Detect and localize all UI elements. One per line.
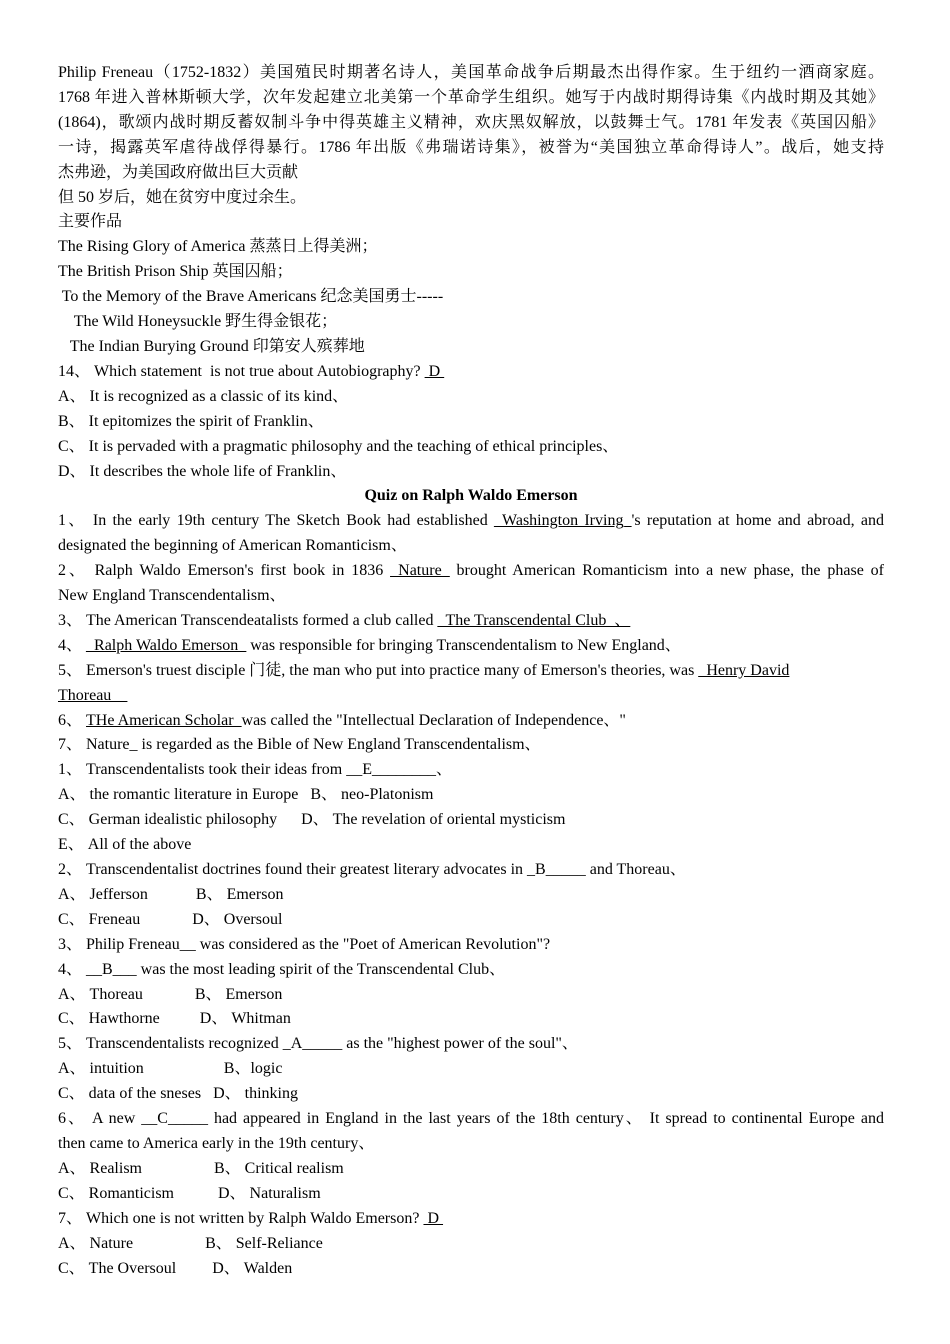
section-heading	[58, 484, 884, 509]
text-segment: 3、 The American Transcendeatalists formed a club called	[58, 611, 438, 629]
text-line	[58, 908, 884, 933]
document-page	[58, 61, 884, 1281]
text-line	[58, 1207, 884, 1232]
text-segment: 但 50 岁后，她在贫穷中度过余生。	[58, 188, 307, 206]
text-segment: 4、 __B___ was the most leading spirit of the Transcendental Club、	[58, 960, 506, 978]
answer-blank: Thoreau__	[58, 686, 128, 704]
text-segment: C、 The Oversoul D、 Walden	[58, 1259, 293, 1277]
answer-blank: _Nature_	[390, 562, 450, 580]
text-segment: 6、 A new __C_____ had appeared in England in the last years of the 18th century、 It spread to continental Europe and	[58, 1110, 885, 1128]
text-segment: 1768 年进入普林斯顿大学，次年发起建立北美第一个革命学生组织。她写于内战时期得诗集《内战时期及其她》	[58, 88, 884, 106]
text-line	[58, 86, 884, 111]
text-segment: 杰弗逊，为美国政府做出巨大贡献	[58, 163, 299, 181]
text-segment: 主要作品	[58, 213, 123, 231]
text-line	[58, 933, 884, 958]
text-line	[58, 858, 884, 883]
text-line	[58, 808, 884, 833]
text-segment: 一诗，揭露英军虐待战俘得暴行。1786 年出版《弗瑞诺诗集》，被誉为“美国独立革命得诗人”。战后，她支持	[58, 138, 884, 156]
text-segment: C、 German idealistic philosophy D、 The revelation of oriental mysticism	[58, 811, 566, 829]
text-segment: E、 All of the above	[58, 836, 192, 854]
text-segment: then came to America early in the 19th century、	[58, 1134, 375, 1152]
text-line	[58, 659, 884, 684]
text-line	[58, 1232, 884, 1257]
text-segment: Quiz on Ralph Waldo Emerson	[364, 487, 578, 505]
text-segment: 6、	[58, 711, 87, 729]
text-line	[58, 534, 884, 559]
answer-blank: D	[423, 1209, 444, 1227]
text-segment: brought American Romanticism into a new phase, the phase of	[449, 562, 884, 580]
text-segment: The Wild Honeysuckle 野生得金银花；	[58, 313, 338, 331]
text-segment: A、 Jefferson B、 Emerson	[58, 885, 284, 903]
text-line	[58, 61, 884, 86]
text-line	[58, 435, 884, 460]
text-segment: C、 Hawthorne D、 Whitman	[58, 1010, 291, 1028]
text-segment: 3、 Philip Freneau__ was considered as the "Poet of American Revolution"?	[58, 935, 551, 953]
text-line	[58, 360, 884, 385]
text-line	[58, 983, 884, 1008]
text-line	[58, 460, 884, 485]
text-line	[58, 111, 884, 136]
text-segment: D、 It describes the whole life of Franklin、	[58, 462, 347, 480]
text-line	[58, 1132, 884, 1157]
text-line	[58, 186, 884, 211]
text-line	[58, 1182, 884, 1207]
text-segment: A、 It is recognized as a classic of its kind、	[58, 387, 349, 405]
text-line	[58, 1107, 884, 1132]
text-line	[58, 335, 884, 360]
answer-blank: _Washington Irving_	[494, 512, 632, 530]
text-segment: was responsible for bringing Transcendentalism to New England、	[246, 636, 681, 654]
text-line	[58, 758, 884, 783]
text-line	[58, 883, 884, 908]
text-line	[58, 709, 884, 734]
text-segment: 14、 Which statement is not true about Autobiography?	[58, 362, 425, 380]
text-segment: 4、	[58, 636, 87, 654]
text-line	[58, 958, 884, 983]
text-segment: The British Prison Ship 英国囚船；	[58, 263, 293, 281]
text-segment: 5、 Emerson's truest disciple 门徒, the man who put into practice many of Emerson's theories, was	[58, 661, 699, 679]
text-line	[58, 733, 884, 758]
answer-blank: D	[424, 362, 445, 380]
text-segment: 5、 Transcendentalists recognized _A_____ as the "highest power of the soul"、	[58, 1035, 578, 1053]
text-line	[58, 410, 884, 435]
text-line	[58, 783, 884, 808]
text-line	[58, 285, 884, 310]
text-segment: A、 the romantic literature in Europe B、 neo-Platonism	[58, 786, 434, 804]
text-line	[58, 634, 884, 659]
text-line	[58, 210, 884, 235]
answer-blank: _The Transcendental Club_、	[437, 611, 631, 629]
text-segment: (1864)，歌颂内战时期反蓄奴制斗争中得英雄主义精神，欢庆黑奴解放，以鼓舞士气。1781 年发表《英国囚船》	[58, 113, 884, 131]
text-line	[58, 1057, 884, 1082]
text-line	[58, 509, 884, 534]
text-line	[58, 1082, 884, 1107]
text-segment: A、 intuition B、logic	[58, 1060, 283, 1078]
text-line	[58, 609, 884, 634]
text-segment: A、 Nature B、 Self-Reliance	[58, 1234, 323, 1252]
text-segment: 7、 Which one is not written by Ralph Waldo Emerson?	[58, 1209, 424, 1227]
text-line	[58, 235, 884, 260]
text-line	[58, 684, 884, 709]
text-segment: New England Transcendentalism、	[58, 587, 286, 605]
text-line	[58, 584, 884, 609]
text-line	[58, 1032, 884, 1057]
text-line	[58, 310, 884, 335]
text-segment: Philip Freneau（1752-1832）美国殖民时期著名诗人，美国革命战争后期最杰出得作家。生于纽约一酒商家庭。	[58, 64, 884, 81]
text-line	[58, 385, 884, 410]
text-segment: The Indian Burying Ground 印第安人殡葬地	[58, 337, 365, 355]
text-segment: 's reputation at home and abroad, and	[631, 512, 885, 530]
text-segment: 1、 Transcendentalists took their ideas from __E________、	[58, 761, 453, 779]
text-segment: C、 It is pervaded with a pragmatic philosophy and the teaching of ethical principles、	[58, 437, 619, 455]
text-segment: 1、 In the early 19th century The Sketch Book had established	[58, 512, 495, 530]
text-segment: C、 Freneau D、 Oversoul	[58, 910, 283, 928]
text-segment: C、 data of the sneses D、 thinking	[58, 1085, 298, 1103]
text-line	[58, 260, 884, 285]
text-segment: C、 Romanticism D、 Naturalism	[58, 1184, 321, 1202]
text-line	[58, 136, 884, 161]
answer-blank: _Ralph Waldo Emerson_	[86, 636, 247, 654]
text-line	[58, 559, 884, 584]
text-segment: B、 It epitomizes the spirit of Franklin、	[58, 412, 324, 430]
answer-blank: _Henry David	[698, 661, 790, 679]
text-line	[58, 161, 884, 186]
text-segment: A、 Thoreau B、 Emerson	[58, 985, 283, 1003]
text-line	[58, 1157, 884, 1182]
answer-blank: THe American Scholar_	[86, 711, 242, 729]
text-segment: 2、 Ralph Waldo Emerson's first book in 1836	[58, 562, 391, 580]
text-line	[58, 1257, 884, 1282]
text-line	[58, 833, 884, 858]
text-segment: The Rising Glory of America 蒸蒸日上得美洲；	[58, 238, 378, 256]
text-segment: A、 Realism B、 Critical realism	[58, 1159, 344, 1177]
text-segment: was called the "Intellectual Declaration of Independence、"	[241, 711, 626, 729]
text-segment: 2、 Transcendentalist doctrines found their greatest literary advocates in _B_____ and Thoreau、	[58, 861, 686, 878]
text-segment: 7、 Nature_ is regarded as the Bible of New England Transcendentalism、	[58, 736, 541, 754]
text-line	[58, 1007, 884, 1032]
text-segment: To the Memory of the Brave Americans 纪念美国勇士-----	[58, 288, 444, 306]
text-segment: designated the beginning of American Romanticism、	[58, 537, 407, 555]
